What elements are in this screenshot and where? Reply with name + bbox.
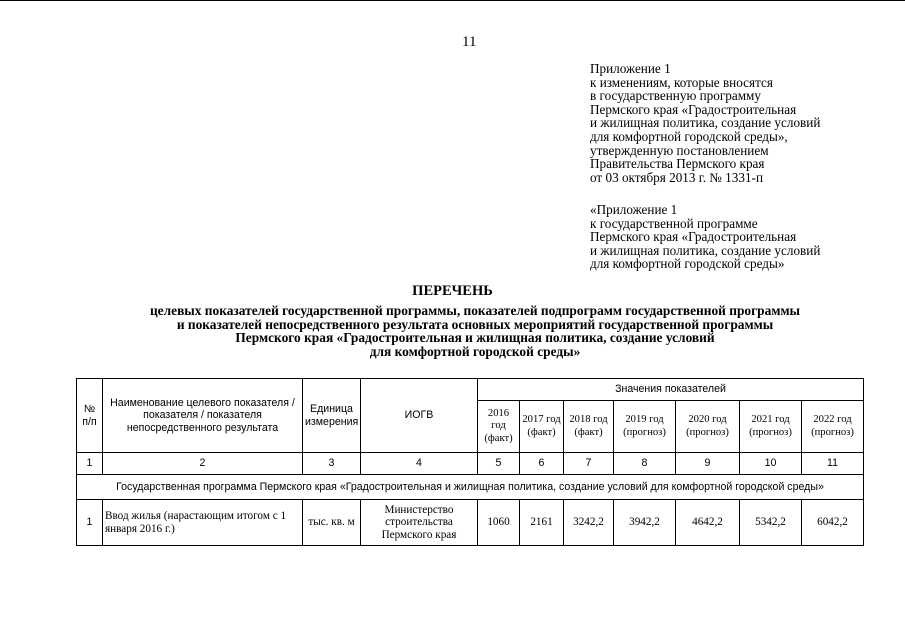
appendix-line: утвержденную постановлением	[590, 142, 769, 158]
appendix-line: «Приложение 1	[590, 202, 678, 217]
header-unit: Единица измерения	[303, 379, 361, 453]
appendix-line: и жилищная политика, создание условий	[590, 242, 821, 258]
header-year: 2019 год (прогноз)	[614, 401, 676, 453]
row-value: 1060	[478, 500, 520, 546]
column-number: 1	[77, 453, 103, 475]
page-number: 11	[462, 34, 477, 50]
appendix-program-block	[590, 203, 890, 271]
appendix-line: Пермского края «Градостроительная	[590, 101, 797, 117]
header-year: 2021 год (прогноз)	[740, 401, 802, 453]
header-year: 2018 год (факт)	[564, 401, 614, 453]
row-value: 6042,2	[802, 500, 864, 546]
header-year: 2020 год (прогноз)	[676, 401, 740, 453]
appendix-line: к государственной программе	[590, 215, 758, 231]
subtitle-line: целевых показателей государственной программы, показателей подпрограмм государственной программы	[149, 303, 801, 318]
row-name: Ввод жилья (нарастающим итогом с 1 января 2016 г.)	[103, 500, 303, 546]
header-year: 2022 год (прогноз)	[802, 401, 864, 453]
appendix-line: Правительства Пермского края	[590, 156, 765, 172]
appendix-line: Пермского края «Градостроительная	[590, 229, 797, 245]
row-unit: тыс. кв. м	[303, 500, 361, 546]
column-number: 9	[676, 453, 740, 475]
subtitle-line: для комфортной городской среды»	[369, 343, 581, 359]
row-iogv: Министерство строительства Пермского края	[361, 500, 478, 546]
appendix-line: и жилищная политика, создание условий	[590, 115, 821, 131]
appendix-line: в государственную программу	[590, 88, 761, 104]
header-iogv: ИОГВ	[361, 379, 478, 453]
column-number: 5	[478, 453, 520, 475]
appendix-line: для комфортной городской среды»	[590, 256, 785, 272]
column-number: 11	[802, 453, 864, 475]
row-value: 2161	[520, 500, 564, 546]
header-num: № п/п	[77, 379, 103, 453]
row-value: 4642,2	[676, 500, 740, 546]
column-number: 6	[520, 453, 564, 475]
row-value: 5342,2	[740, 500, 802, 546]
appendix-line: для комфортной городской среды»,	[590, 128, 788, 144]
appendix-amendment-block	[590, 62, 890, 184]
document-title: ПЕРЕЧЕНЬ	[412, 283, 493, 299]
header-year: 2017 год (факт)	[520, 401, 564, 453]
column-number: 7	[564, 453, 614, 475]
program-row: Государственная программа Пермского края «Градостроительная и жилищная политика, создание условий для комфортной городской среды»	[77, 475, 864, 500]
column-number: 3	[303, 453, 361, 475]
appendix-line: от 03 октября 2013 г. № 1331-п	[590, 169, 764, 185]
header-year: 2016 год (факт)	[478, 401, 520, 453]
column-number: 8	[614, 453, 676, 475]
row-num: 1	[77, 500, 103, 546]
row-value: 3942,2	[614, 500, 676, 546]
appendix-line: Приложение 1	[590, 61, 671, 76]
subtitle-line: и показателей непосредственного результата основных мероприятий государственной программы	[176, 316, 774, 332]
column-number: 10	[740, 453, 802, 475]
header-name: Наименование целевого показателя / показателя / показателя непосредственного результата	[103, 379, 303, 453]
top-border-line	[0, 0, 905, 1]
table-row	[77, 500, 864, 546]
column-number: 2	[103, 453, 303, 475]
row-value: 3242,2	[564, 500, 614, 546]
document-subtitle	[70, 304, 880, 358]
subtitle-line: Пермского края «Градостроительная и жилищная политика, создание условий	[235, 330, 715, 346]
appendix-line: к изменениям, которые вносятся	[590, 74, 773, 90]
column-number: 4	[361, 453, 478, 475]
header-values-group: Значения показателей	[478, 379, 864, 401]
indicators-table	[76, 378, 864, 546]
